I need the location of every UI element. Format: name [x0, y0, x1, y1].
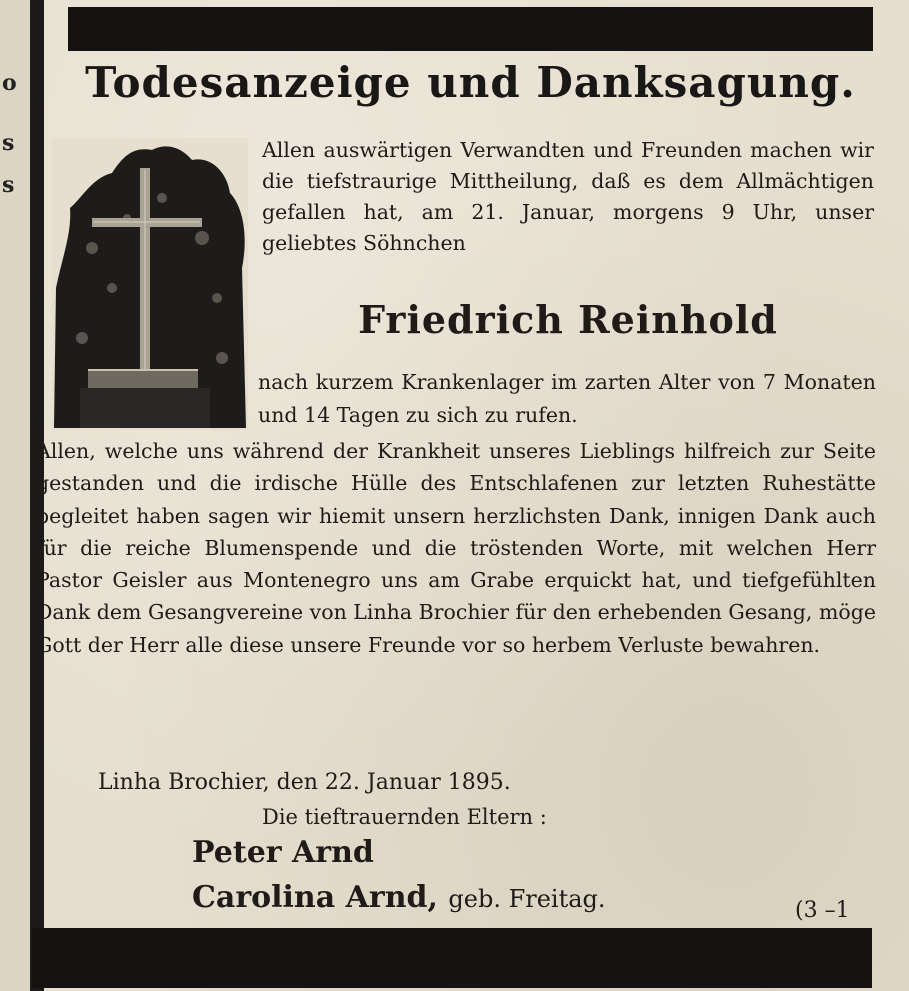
- cross-vignette-image: [52, 138, 248, 430]
- mother-name: Carolina Arnd,: [192, 880, 438, 915]
- father-name: Peter Arnd: [192, 835, 374, 870]
- top-mourning-border: [68, 7, 873, 51]
- deceased-name: Friedrich Reinhold: [358, 297, 778, 342]
- thanks-paragraph: Allen, welche uns während der Krankheit unseres Lieblings hilfreich zur Seite gestanden und die irdische Hülle des Entschlafenen zur letzten Ruhestätte begleitet haben sagen wir hiemit unsern herzlichsten Dank, innigen Dank auch für die reiche Blumenspende und die tröstenden Worte, mit welchen Herr Pastor Geisler aus Montenegro uns am Grabe erquickt hat, und tiefgefühlten Dank dem Gesangvereine von Linha Brochier für den erhebenden Gesang, möge Gott der Herr alle diese unsere Freunde vor so herbem Verluste bewahren.: [36, 439, 876, 657]
- edge-letter: s: [2, 130, 15, 156]
- place-and-date: Linha Brochier, den 22. Januar 1895.: [98, 770, 511, 795]
- intro-paragraph: Allen auswärtigen Verwandten und Freunden machen wir die tiefstraurige Mittheilung, daß es dem Allmächtigen gefallen hat, am 21. Januar, morgens 9 Uhr, unser geliebtes Söhnchen: [262, 138, 874, 255]
- edge-letter: s: [2, 172, 15, 198]
- mother-maiden-name: geb. Freitag.: [448, 885, 606, 913]
- bottom-mourning-border: [32, 928, 872, 988]
- adjacent-column-fragment: [0, 0, 30, 991]
- notice-title: Todesanzeige und Danksagung.: [85, 58, 856, 107]
- insertion-reference: (3 –1: [795, 898, 850, 923]
- edge-letter: o: [2, 70, 17, 96]
- mother-name-line: [192, 880, 606, 915]
- age-paragraph: nach kurzem Krankenlager im zarten Alter von 7 Monaten und 14 Tagen zu sich zu rufen.: [258, 370, 876, 427]
- signed-by-line: Die tieftrauernden Eltern :: [262, 805, 547, 829]
